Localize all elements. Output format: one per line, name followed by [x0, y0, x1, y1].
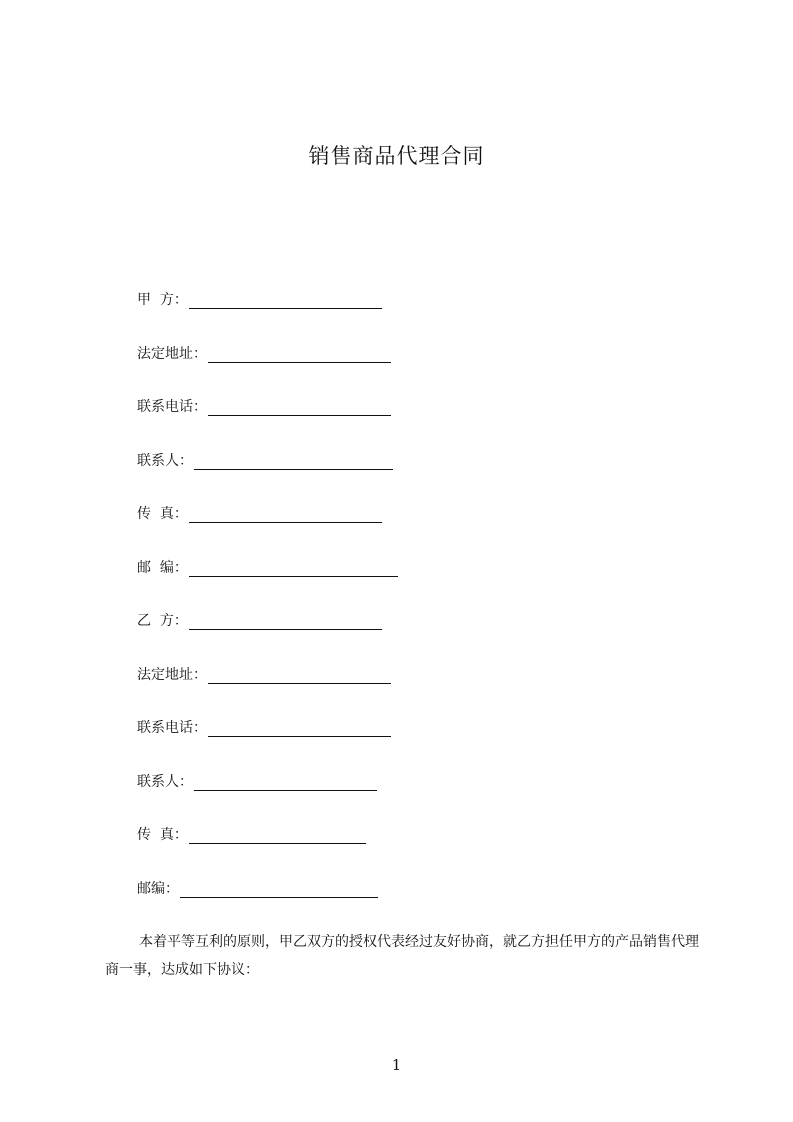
fill-in-line[interactable]: [189, 296, 382, 309]
field-label: 联系人：: [137, 453, 193, 469]
fill-in-line[interactable]: [189, 564, 398, 577]
field-label: 联系电话：: [137, 399, 207, 415]
fill-in-line[interactable]: [180, 885, 378, 898]
field-party-a-phone: [137, 393, 391, 421]
field-label: 甲 方：: [137, 292, 188, 308]
fill-in-line[interactable]: [194, 778, 377, 791]
field-party-b-address: [137, 661, 391, 689]
field-label: 联系电话：: [137, 720, 207, 736]
field-label: 传 真：: [137, 506, 188, 522]
field-label: 邮编：: [137, 881, 179, 897]
intro-paragraph: 本着平等互利的原则，甲乙双方的授权代表经过友好协商，就乙方担任甲方的产品销售代理商一事，达成如下协议：: [105, 934, 699, 978]
field-label: 传 真：: [137, 827, 188, 843]
field-party-a-contact: [137, 447, 393, 475]
fill-in-line[interactable]: [189, 510, 382, 523]
field-label: 联系人：: [137, 774, 193, 790]
document-title: 销售商品代理合同: [308, 144, 485, 168]
page-number: 1: [391, 1056, 402, 1074]
field-party-a: [137, 286, 382, 314]
field-party-a-address: [137, 340, 391, 368]
field-party-b-fax: [137, 821, 366, 849]
fill-in-line[interactable]: [189, 831, 366, 844]
field-party-b-contact: [137, 768, 377, 796]
fill-in-line[interactable]: [208, 403, 391, 416]
field-label: 法定地址：: [137, 346, 207, 362]
fill-in-line[interactable]: [208, 724, 391, 737]
fill-in-line[interactable]: [189, 617, 382, 630]
field-label: 乙 方：: [137, 613, 188, 629]
fill-in-line[interactable]: [194, 457, 393, 470]
field-party-b-phone: [137, 714, 391, 742]
field-label: 法定地址：: [137, 667, 207, 683]
field-party-b: [137, 607, 382, 635]
field-party-a-postcode: [137, 554, 398, 582]
fill-in-line[interactable]: [208, 350, 391, 363]
fill-in-line[interactable]: [208, 671, 391, 684]
field-party-b-postcode: [137, 875, 378, 903]
field-label: 邮 编：: [137, 560, 188, 576]
field-party-a-fax: [137, 500, 382, 528]
